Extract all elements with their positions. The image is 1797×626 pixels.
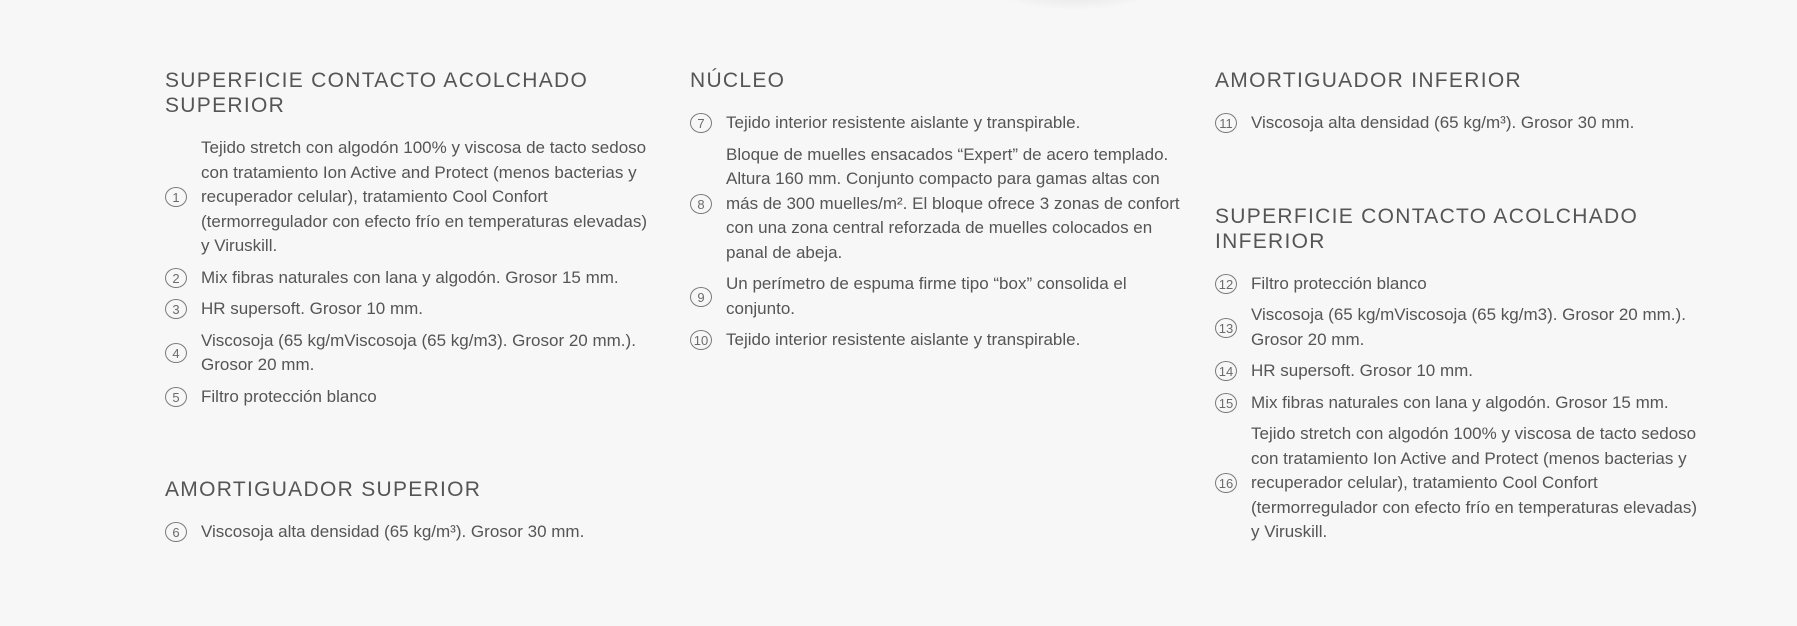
layer-description: Viscosoja (65 kg/mViscosoja (65 kg/m3). Grosor 20 mm.). Grosor 20 mm. — [201, 330, 636, 374]
layer-number-badge: 13 — [1215, 318, 1237, 338]
layer-description: Mix fibras naturales con lana y algodón. Grosor 15 mm. — [1251, 392, 1669, 412]
section-title: SUPERFICIE CONTACTO ACOLCHADO SUPERIOR — [165, 69, 589, 117]
layer-number-badge: 2 — [165, 268, 187, 288]
layer-number-badge: 5 — [165, 387, 187, 407]
layer-number-badge: 12 — [1215, 274, 1237, 294]
layer-description: HR supersoft. Grosor 10 mm. — [201, 299, 424, 318]
layer-number-badge: 1 — [165, 187, 187, 207]
layer-item — [1215, 422, 1705, 545]
section-title: NÚCLEO — [690, 69, 786, 92]
layer-number-badge: 14 — [1215, 361, 1237, 381]
layer-item — [165, 266, 655, 291]
column-left — [165, 68, 655, 613]
layer-number-badge: 7 — [690, 113, 712, 133]
layer-number-badge: 15 — [1215, 393, 1237, 413]
layer-item — [165, 329, 655, 378]
layer-number-badge: 16 — [1215, 473, 1237, 493]
layer-number-badge: 9 — [690, 287, 712, 307]
layer-item — [165, 136, 655, 259]
layer-description: Un perímetro de espuma firme tipo “box” consolida el conjunto. — [726, 274, 1127, 318]
layer-number-badge: 8 — [690, 194, 712, 214]
column-middle — [690, 68, 1180, 613]
section-title: AMORTIGUADOR INFERIOR — [1215, 69, 1522, 92]
section-top-quilting — [165, 68, 655, 409]
layer-number-badge: 3 — [165, 299, 187, 319]
layer-description: Viscosoja (65 kg/mViscosoja (65 kg/m3). Grosor 20 mm.). Grosor 20 mm. — [1251, 305, 1686, 349]
layer-item — [690, 272, 1180, 321]
layer-item — [1215, 111, 1705, 136]
layer-item — [1215, 272, 1705, 297]
layer-item — [690, 111, 1180, 136]
layer-description: HR supersoft. Grosor 10 mm. — [1251, 361, 1474, 380]
layer-item — [1215, 359, 1705, 384]
layer-description: Viscosoja alta densidad (65 kg/m³). Grosor 30 mm. — [1251, 113, 1635, 132]
layer-item — [165, 385, 655, 410]
layer-item — [690, 328, 1180, 353]
layer-number-badge: 10 — [690, 330, 712, 350]
layer-description: Tejido stretch con algodón 100% y viscosa de tacto sedoso con tratamiento Ion Active and Protect (menos bacterias y recuperador celular), tratamiento Cool Confort (termorregulador con efecto frío en temperaturas elevadas) y Viruskill. — [201, 138, 648, 255]
layer-item — [1215, 303, 1705, 352]
layer-description: Mix fibras naturales con lana y algodón. Grosor 15 mm. — [201, 267, 619, 287]
section-bottom-cushion — [1215, 68, 1705, 136]
layer-description: Filtro protección blanco — [1251, 273, 1427, 293]
section-bottom-quilting — [1215, 204, 1705, 545]
layer-description: Viscosoja alta densidad (65 kg/m³). Grosor 30 mm. — [201, 522, 585, 541]
layer-number-badge: 11 — [1215, 113, 1237, 133]
layer-number-badge: 4 — [165, 343, 187, 363]
section-title: AMORTIGUADOR SUPERIOR — [165, 478, 482, 501]
layers-content — [165, 68, 1705, 613]
layer-item — [1215, 391, 1705, 416]
layer-item — [165, 297, 655, 322]
layer-item — [690, 143, 1180, 266]
section-core — [690, 68, 1180, 353]
layer-number-badge: 6 — [165, 522, 187, 542]
layer-description: Tejido interior resistente aislante y transpirable. — [726, 113, 1081, 132]
section-title: SUPERFICIE CONTACTO ACOLCHADO INFERIOR — [1215, 204, 1639, 253]
layer-item — [165, 520, 655, 545]
layer-description: Tejido interior resistente aislante y transpirable. — [726, 330, 1081, 349]
layer-description: Filtro protección blanco — [201, 386, 377, 406]
layer-description: Bloque de muelles ensacados “Expert” de acero templado. Altura 160 mm. Conjunto compacto para gamas altas con más de 300 muelles/m². El bloque ofrece 3 zonas de confort con una zona central reforzada de muelles colocados en panal de abeja. — [726, 144, 1180, 262]
layer-description: Tejido stretch con algodón 100% y viscosa de tacto sedoso con tratamiento Ion Active and Protect (menos bacterias y recuperador celular), tratamiento Cool Confort (termorregulador con efecto frío en temperaturas elevadas) y Viruskill. — [1251, 424, 1698, 541]
section-top-cushion — [165, 477, 655, 545]
decorative-shadow — [990, 0, 1160, 10]
column-right — [1215, 68, 1705, 613]
